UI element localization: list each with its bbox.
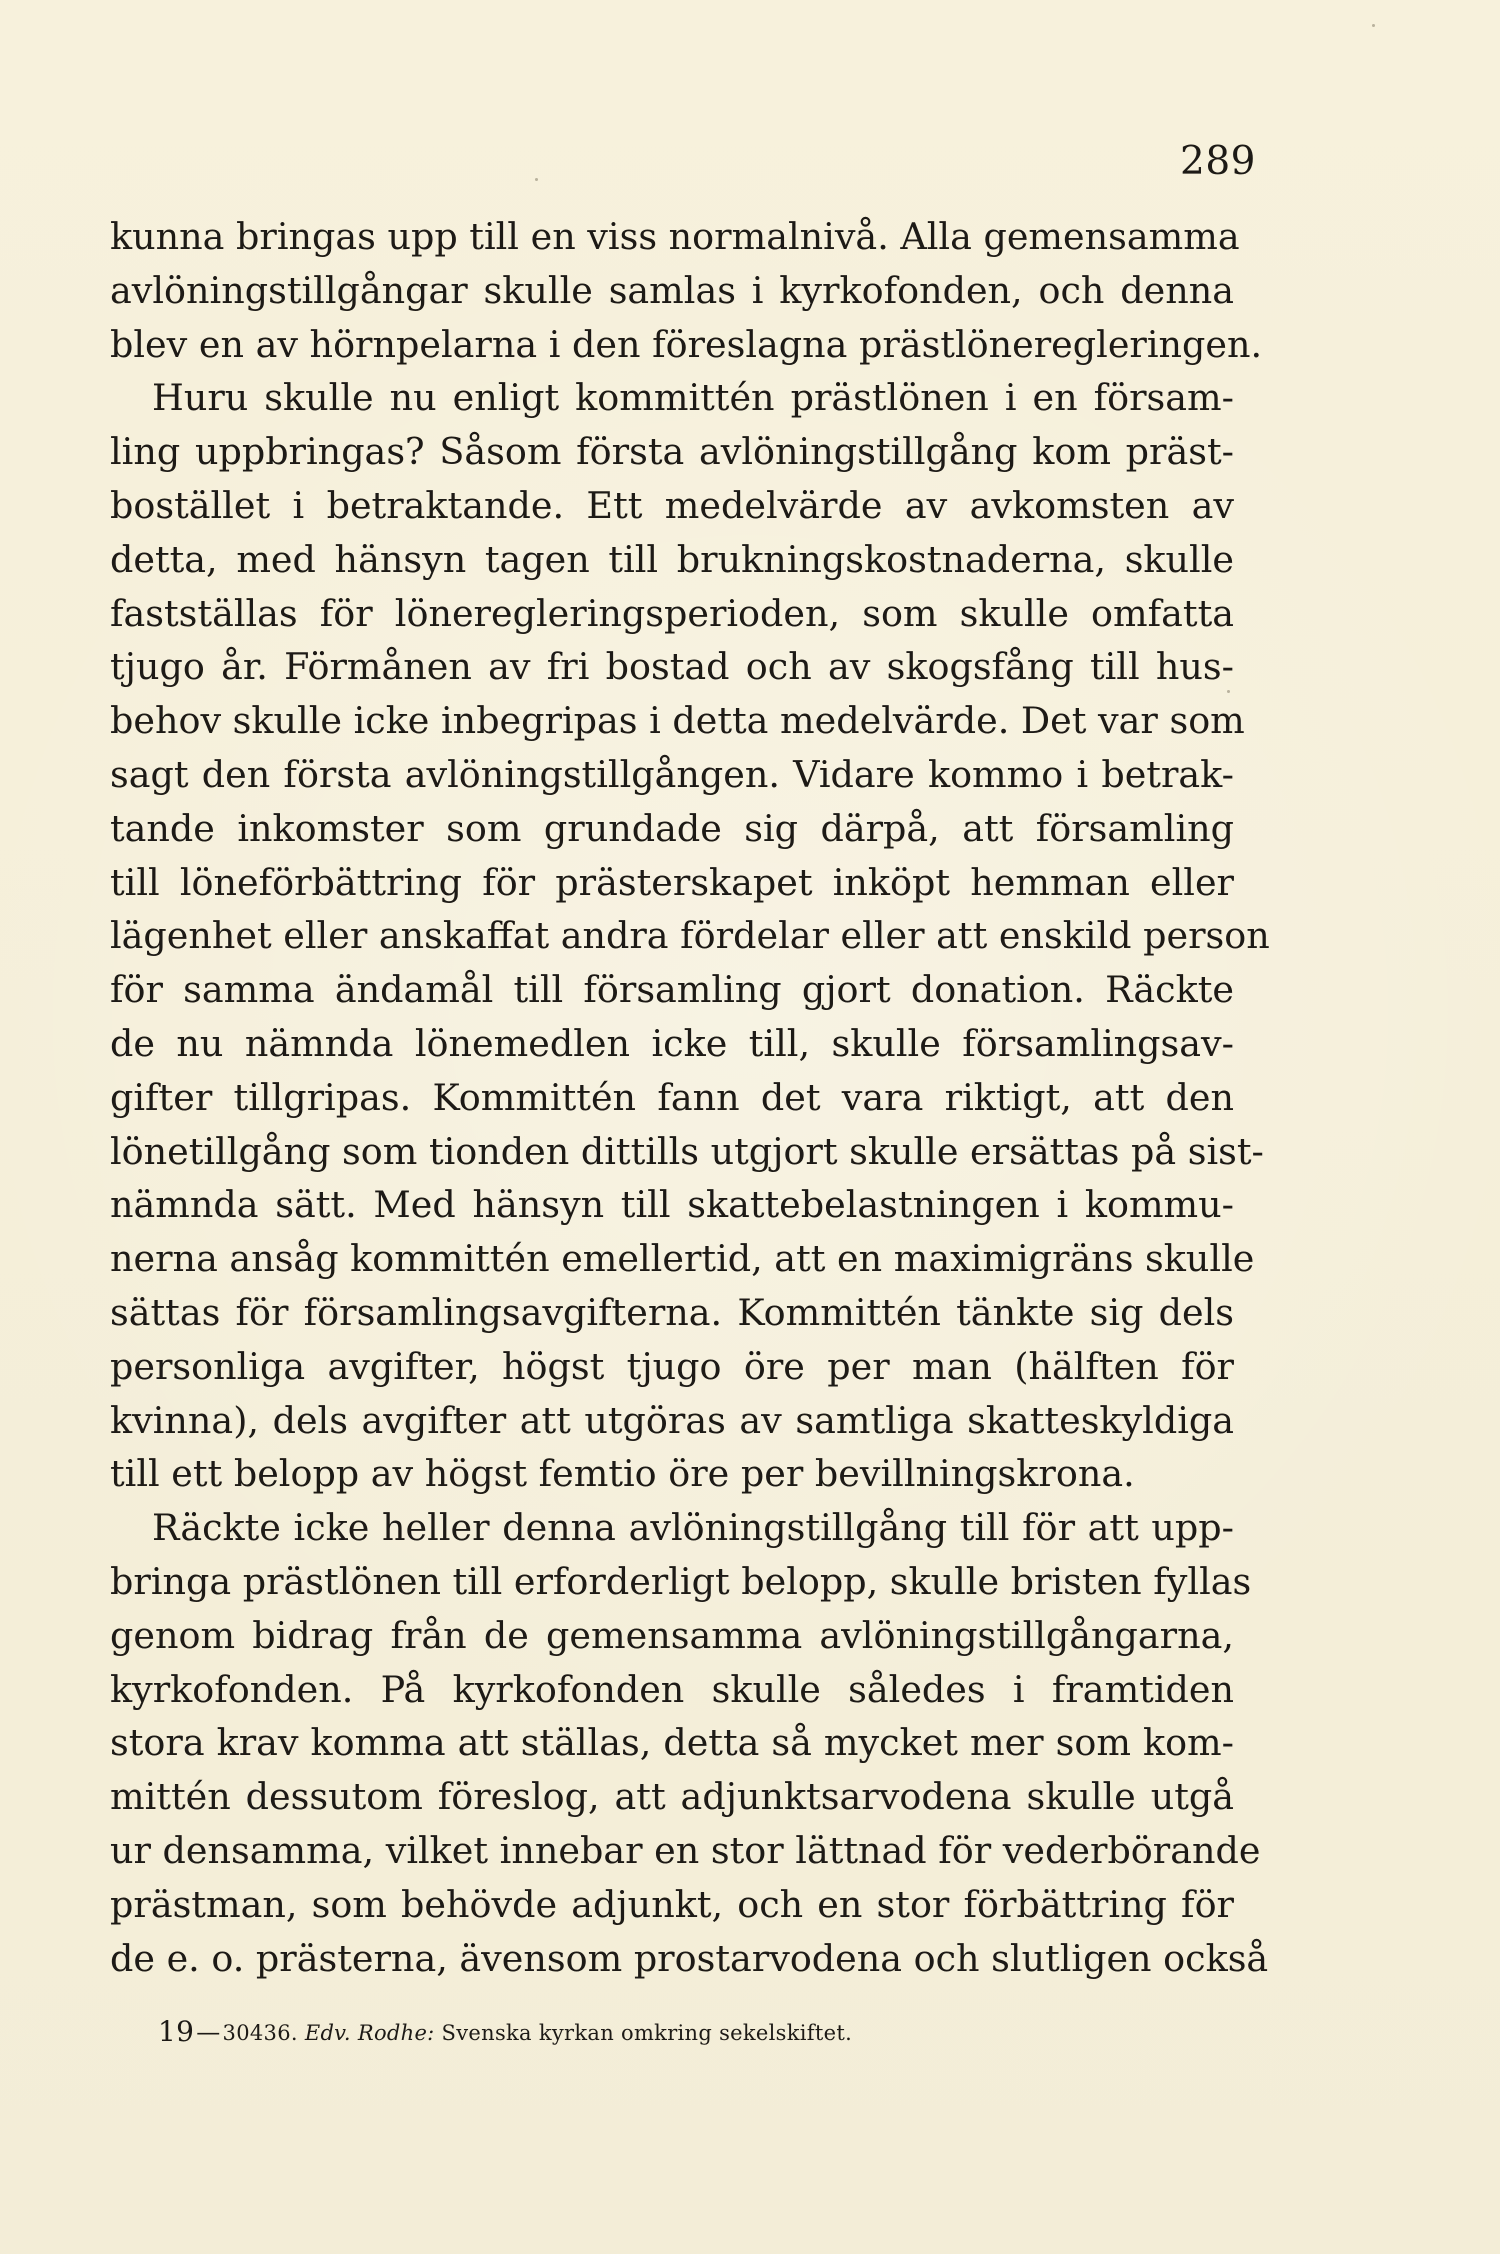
paper-speck <box>1372 24 1375 27</box>
text-line: behov skulle icke inbegripas i detta medelvärde. Det var som <box>110 699 1245 743</box>
text-line: tjugo år. Förmånen av fri bostad och av skogsfång till hus- <box>110 645 1234 689</box>
text-line: ling uppbringas? Såsom första avlöningstillgång kom präst- <box>110 430 1234 474</box>
text-line: Räckte icke heller denna avlöningstillgång till för att upp- <box>152 1506 1234 1550</box>
print-number: 30436. <box>222 2021 298 2045</box>
text-line: nämnda sätt. Med hänsyn till skattebelastningen i kommu- <box>110 1183 1234 1227</box>
text-line: fastställas för löneregleringsperioden, som skulle omfatta <box>110 591 1234 635</box>
text-line: avlöningstillgångar skulle samlas i kyrkofonden, och denna <box>110 268 1234 312</box>
page-number: 289 <box>1180 139 1256 184</box>
text-line: de nu nämnda lönemedlen icke till, skulle församlingsav- <box>110 1021 1234 1065</box>
book-title: Svenska kyrkan omkring sekelskiftet. <box>441 2021 853 2045</box>
text-line: bringa prästlönen till erforderligt belopp, skulle bristen fyllas <box>110 1559 1252 1603</box>
text-line: blev en av hörnpelarna i den föreslagna prästlöneregleringen. <box>110 322 1263 366</box>
text-line: nerna ansåg kommittén emellertid, att en maximigräns skulle <box>110 1237 1255 1281</box>
text-line: personliga avgifter, högst tjugo öre per man (hälften för <box>110 1344 1234 1388</box>
author-prefix: Edv. <box>304 2021 351 2045</box>
text-line: till ett belopp av högst femtio öre per bevillningskrona. <box>110 1452 1135 1496</box>
text-line: bostället i betraktande. Ett medelvärde av avkomsten av <box>110 483 1234 527</box>
text-line: stora krav komma att ställas, detta så mycket mer som kom- <box>110 1721 1234 1765</box>
text-line: till löneförbättring för prästerskapet inköpt hemman eller <box>110 860 1234 904</box>
text-line: ur densamma, vilket innebar en stor lättnad för vederbörande <box>110 1828 1261 1872</box>
text-line: detta, med hänsyn tagen till brukningskostnaderna, skulle <box>110 537 1234 581</box>
text-line: lönetillgång som tionden dittills utgjort skulle ersättas på sist- <box>110 1129 1264 1173</box>
author-name: Rodhe: <box>357 2021 435 2045</box>
footer-dash: — <box>196 2018 221 2046</box>
text-line: sättas för församlingsavgifterna. Kommittén tänkte sig dels <box>110 1290 1234 1334</box>
printer-footer <box>158 2015 1058 2048</box>
text-line: de e. o. prästerna, ävensom prostarvodena och slutligen också <box>110 1936 1269 1980</box>
signature-mark: 19 <box>158 2015 195 2048</box>
text-line: kunna bringas upp till en viss normalnivå. Alla gemensamma <box>110 215 1240 258</box>
text-line: prästman, som behövde adjunkt, och en stor förbättring för <box>110 1882 1234 1926</box>
paper-speck <box>1227 690 1230 693</box>
text-line: kyrkofonden. På kyrkofonden skulle således i framtiden <box>110 1667 1234 1711</box>
text-line: mittén dessutom föreslog, att adjunktsarvodena skulle utgå <box>110 1775 1234 1819</box>
text-line: gifter tillgripas. Kommittén fann det vara riktigt, att den <box>110 1075 1234 1119</box>
text-line: lägenhet eller anskaffat andra fördelar eller att enskild person <box>110 914 1270 958</box>
text-line: genom bidrag från de gemensamma avlöningstillgångarna, <box>110 1613 1234 1657</box>
text-line: sagt den första avlöningstillgången. Vidare kommo i betrak- <box>110 752 1234 796</box>
text-line: kvinna), dels avgifter att utgöras av samtliga skatteskyldiga <box>110 1398 1234 1442</box>
paper-speck <box>535 178 538 181</box>
body-text <box>110 210 1270 1985</box>
text-line: för samma ändamål till församling gjort donation. Räckte <box>110 968 1234 1012</box>
text-line: Huru skulle nu enligt kommittén prästlönen i en försam- <box>152 376 1234 420</box>
text-line: tande inkomster som grundade sig därpå, att församling <box>110 806 1234 850</box>
